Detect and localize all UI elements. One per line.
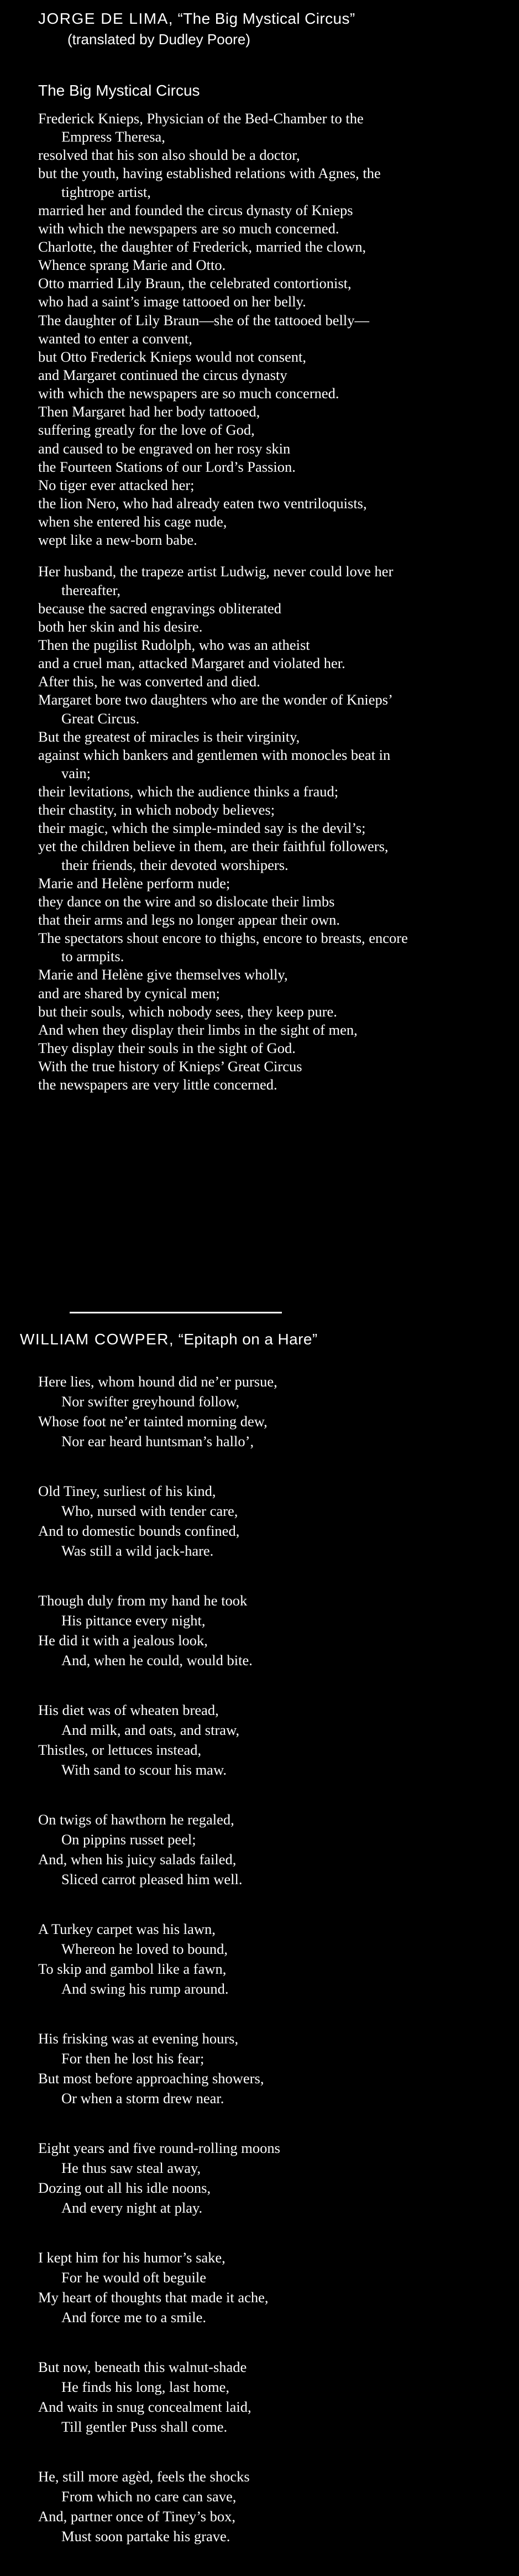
author-name: JORGE DE LIMA,: [38, 10, 174, 27]
epitaph-poem: [38, 1372, 280, 2576]
poem-line: A Turkey carpet was his lawn,: [38, 1921, 216, 1937]
poem-line: wept like a new-born babe.: [38, 531, 197, 549]
poem-line: From which no care can save,: [61, 2488, 237, 2505]
poem-line: and Margaret continued the circus dynasty: [38, 366, 287, 383]
poem-line: because the sacred engravings obliterated: [38, 599, 281, 617]
poem-line: And to domestic bounds confined,: [38, 1522, 240, 1539]
poem-line: His frisking was at evening hours,: [38, 2030, 239, 2047]
poem-line: Then the pugilist Rudolph, who was an atheist: [38, 636, 310, 653]
poem-line: Marie and Helène give themselves wholly,: [38, 966, 288, 983]
poem-line: The spectators shout encore to thighs, encore to breasts, encore: [38, 930, 408, 947]
poem-line: But most before approaching showers,: [38, 2070, 264, 2087]
poem-line: On twigs of hawthorn he regaled,: [38, 1811, 234, 1828]
poem-line: Whereon he loved to bound,: [61, 1941, 228, 1957]
stanza: [38, 1372, 280, 1451]
poem-line: Must soon partake his grave.: [61, 2528, 230, 2544]
poem-title: The Big Mystical Circus: [38, 82, 200, 99]
poem-line: Here lies, whom hound did ne’er pursue,: [38, 1373, 277, 1390]
poem-line: Though duly from my hand he took: [38, 1592, 248, 1609]
translator-credit: (translated by Dudley Poore): [67, 31, 250, 48]
poem-line: but their souls, which nobody sees, they keep pure.: [38, 1003, 337, 1020]
poem-line: Then Margaret had her body tattooed,: [38, 403, 260, 420]
stanza: [38, 562, 408, 1094]
poem-line: and caused to be engraved on her rosy skin: [38, 440, 291, 457]
poem-body: [38, 109, 408, 1094]
poem-line: Whence sprang Marie and Otto.: [38, 257, 226, 274]
work-title: “Epitaph on a Hare”: [178, 1331, 318, 1348]
poem-line: but Otto Frederick Knieps would not consent,: [38, 348, 307, 365]
stanza: [38, 1591, 280, 1670]
poem-line: Sliced carrot pleased him well.: [61, 1871, 243, 1887]
poem-line: and are shared by cynical men;: [38, 984, 220, 1002]
poem-line: And, when he could, would bite.: [61, 1652, 253, 1668]
poem-line: I kept him for his humor’s sake,: [38, 2249, 226, 2266]
poem-line: The daughter of Lily Braun—she of the tattooed belly—: [38, 311, 370, 328]
poem-line: Who, nursed with tender care,: [61, 1503, 238, 1519]
poem-line: Marie and Helène perform nude;: [38, 874, 230, 891]
poem-line: their friends, their devoted worshipers.: [61, 856, 289, 873]
poem-line: His diet was of wheaten bread,: [38, 1702, 219, 1718]
poem-line: Charlotte, the daughter of Frederick, married the clown,: [38, 238, 366, 255]
poem-line: They display their souls in the sight of God.: [38, 1040, 296, 1057]
poem-line: On pippins russet peel;: [61, 1831, 196, 1848]
poem-line: to armpits.: [61, 948, 124, 965]
poem-line: For then he lost his fear;: [61, 2050, 205, 2067]
poem-line: their levitations, which the audience thinks a fraud;: [38, 783, 339, 800]
poem-line: Dozing out all his idle noons,: [38, 2179, 211, 2196]
poem-line: And every night at play.: [61, 2199, 203, 2216]
poem-line: He finds his long, last home,: [61, 2379, 229, 2395]
poem-line: He, still more agèd, feels the shocks: [38, 2468, 250, 2485]
poem-line: the lion Nero, who had already eaten two ventriloquists,: [38, 494, 367, 512]
poem-line: But now, beneath this walnut-shade: [38, 2359, 247, 2375]
poem-line: With sand to scour his maw.: [61, 1761, 227, 1778]
poem-line: He did it with a jealous look,: [38, 1632, 208, 1649]
author-name: WILLIAM COWPER,: [20, 1331, 175, 1348]
stanza: [38, 109, 408, 549]
poem-line: thereafter,: [61, 581, 121, 598]
poem-line: their magic, which the simple-minded say is the devil’s;: [38, 820, 366, 837]
poem-line: And waits in snug concealment laid,: [38, 2398, 251, 2415]
poem-line: Frederick Knieps, Physician of the Bed-Chamber to the: [38, 110, 364, 127]
poem-line: against which bankers and gentlemen with monocles beat in: [38, 746, 391, 763]
poem-line: the newspapers are very little concerned.: [38, 1076, 277, 1093]
stanza-gap: [38, 549, 408, 562]
poem-line: And when they display their limbs in the sight of men,: [38, 1021, 358, 1038]
poem-line: To skip and gambol like a fawn,: [38, 1960, 227, 1977]
poem-line: His pittance every night,: [61, 1612, 206, 1629]
stanza: [38, 1919, 280, 1999]
stanza: [38, 2467, 280, 2546]
section-divider: [70, 1312, 282, 1313]
poem-line: and a cruel man, attacked Margaret and violated her.: [38, 655, 345, 672]
section1-heading: [38, 9, 355, 29]
poem-line: Nor swifter greyhound follow,: [61, 1393, 240, 1410]
poem-line: yet the children believe in them, are their faithful followers,: [38, 838, 389, 855]
poem-line: when she entered his cage nude,: [38, 513, 227, 530]
poem-line: vain;: [61, 764, 91, 781]
work-title: “The Big Mystical Circus”: [177, 10, 355, 27]
poem-line: After this, he was converted and died.: [38, 673, 260, 690]
poem-line: And force me to a smile.: [61, 2309, 206, 2325]
poem-line: No tiger ever attacked her;: [38, 476, 195, 493]
poem-line: with which the newspapers are so much concerned.: [38, 385, 339, 402]
poem-line: Nor ear heard huntsman’s hallo’,: [61, 1433, 254, 1449]
poem-line: Eight years and five round-rolling moons: [38, 2140, 280, 2156]
stanza: [38, 2029, 280, 2108]
poem-line: resolved that his son also should be a doctor,: [38, 147, 300, 164]
stanza: [38, 1810, 280, 1889]
poem-line: And, when his juicy salads failed,: [38, 1851, 237, 1868]
poem-line: He thus saw steal away,: [61, 2160, 201, 2176]
poem-line: And milk, and oats, and straw,: [61, 1722, 240, 1738]
stanza: [38, 1481, 280, 1561]
stanza: [38, 2357, 280, 2437]
poem-line: Whose foot ne’er tainted morning dew,: [38, 1413, 268, 1430]
poem-line: Great Circus.: [61, 710, 140, 727]
poem-line: Empress Theresa,: [61, 128, 165, 145]
poem-line: But the greatest of miracles is their virginity,: [38, 728, 300, 745]
poem-line: Or when a storm drew near.: [61, 2090, 224, 2106]
poem-line: who had a saint’s image tattooed on her belly.: [38, 293, 306, 310]
poem-line: Otto married Lily Braun, the celebrated contortionist,: [38, 275, 352, 292]
poem-line: both her skin and his desire.: [38, 618, 203, 635]
stanza: [38, 1700, 280, 1780]
poem-line: Margaret bore two daughters who are the wonder of Knieps’: [38, 691, 393, 708]
stanza: [38, 2248, 280, 2327]
poem-line: but the youth, having established relations with Agnes, the: [38, 165, 381, 182]
poem-line: their chastity, in which nobody believes;: [38, 801, 275, 818]
poem-line: For he would oft beguile: [61, 2269, 207, 2286]
poem-line: With the true history of Knieps’ Great Circus: [38, 1058, 302, 1075]
poem-line: they dance on the wire and so dislocate their limbs: [38, 893, 335, 910]
stanza: [38, 2138, 280, 2218]
poem-line: married her and founded the circus dynasty of Knieps: [38, 201, 353, 218]
poem-line: Till gentler Puss shall come.: [61, 2418, 228, 2435]
poem-line: with which the newspapers are so much concerned.: [38, 220, 339, 237]
poem-line: wanted to enter a convent,: [38, 330, 192, 347]
poem-line: the Fourteen Stations of our Lord’s Passion.: [38, 458, 296, 475]
poem-line: Was still a wild jack-hare.: [61, 1542, 214, 1559]
poem-line: that their arms and legs no longer appear their own.: [38, 911, 340, 929]
poem-line: And, partner once of Tiney’s box,: [38, 2508, 235, 2525]
poem-line: Her husband, the trapeze artist Ludwig, never could love her: [38, 563, 394, 580]
poem-line: tightrope artist,: [61, 183, 151, 200]
poem-line: Old Tiney, surliest of his kind,: [38, 1483, 216, 1499]
poem-line: My heart of thoughts that made it ache,: [38, 2289, 269, 2306]
poem-line: Thistles, or lettuces instead,: [38, 1741, 202, 1758]
poem-line: And swing his rump around.: [61, 1980, 229, 1997]
poem-line: suffering greatly for the love of God,: [38, 421, 255, 439]
section2-heading: [20, 1329, 318, 1350]
